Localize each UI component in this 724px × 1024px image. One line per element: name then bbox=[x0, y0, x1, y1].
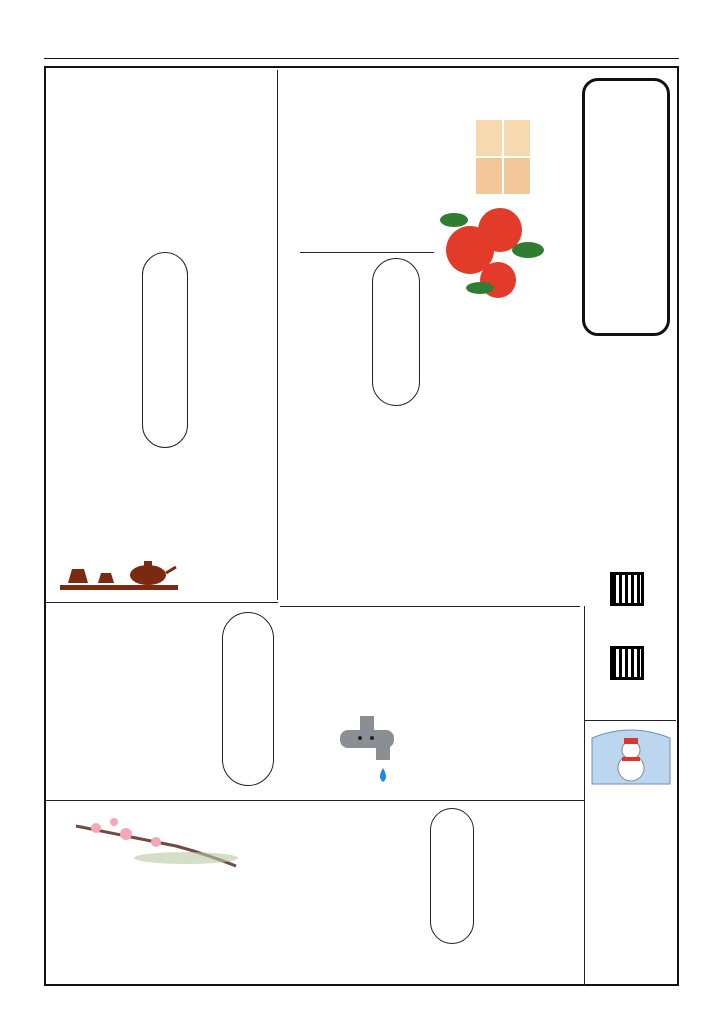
intro-rule bbox=[300, 252, 434, 253]
water-rule bbox=[280, 606, 580, 607]
kyusu-rule bbox=[46, 602, 278, 603]
facebook-qr-block[interactable] bbox=[610, 572, 644, 606]
myoji-title-oval bbox=[222, 612, 274, 786]
masthead bbox=[582, 78, 670, 336]
plum-blossom-illustration bbox=[66, 806, 246, 870]
column-divider-left bbox=[277, 70, 278, 600]
header-rule bbox=[44, 58, 679, 59]
teapot-illustration bbox=[60, 555, 178, 595]
column-divider-right bbox=[584, 606, 585, 986]
facebook-qr-icon[interactable] bbox=[610, 572, 644, 606]
editor-rule bbox=[46, 800, 584, 801]
kyusu-text-col2 bbox=[66, 262, 276, 532]
winter-greeting-card bbox=[440, 80, 576, 305]
instagram-qr-block[interactable] bbox=[610, 646, 644, 680]
kyusu-text-col1 bbox=[66, 80, 274, 280]
editor-text-col2 bbox=[60, 874, 250, 978]
intro-text-col2 bbox=[285, 80, 437, 246]
water-title-oval bbox=[372, 258, 420, 406]
myoji-continued bbox=[590, 790, 676, 970]
sidebar-rule bbox=[584, 720, 676, 721]
faucet-illustration bbox=[336, 712, 408, 792]
water-text-col2 bbox=[296, 418, 578, 602]
myoji-text-col1 bbox=[66, 616, 218, 792]
snowman-illustration bbox=[588, 728, 674, 786]
editor-text-col1 bbox=[262, 808, 428, 978]
editor-title-oval bbox=[430, 808, 474, 944]
instagram-qr-icon[interactable] bbox=[610, 646, 644, 680]
